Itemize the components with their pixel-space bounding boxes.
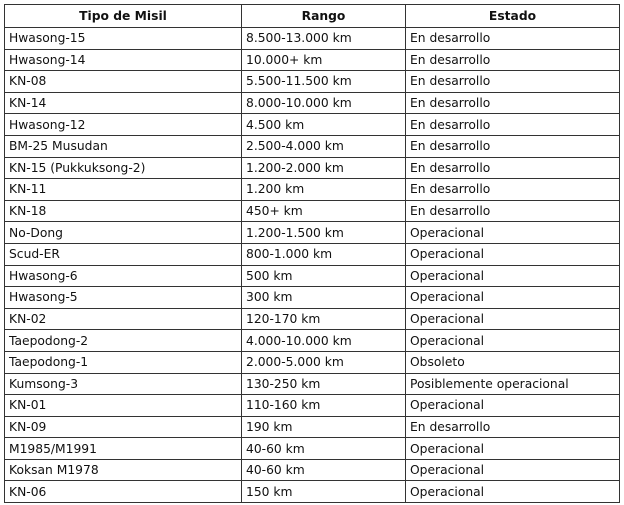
range-cell: 8.000-10.000 km — [242, 92, 406, 114]
table-row — [5, 200, 620, 222]
status-cell: En desarrollo — [406, 157, 620, 179]
table-row — [5, 459, 620, 481]
table-row — [5, 416, 620, 438]
range-cell: 8.500-13.000 km — [242, 28, 406, 50]
range-cell: 40-60 km — [242, 459, 406, 481]
missile-type-cell: KN-01 — [5, 395, 242, 417]
status-cell: En desarrollo — [406, 114, 620, 136]
missile-type-cell: KN-08 — [5, 71, 242, 93]
table-row — [5, 179, 620, 201]
range-cell: 110-160 km — [242, 395, 406, 417]
table-row — [5, 481, 620, 503]
table-row — [5, 71, 620, 93]
table-row — [5, 49, 620, 71]
range-cell: 500 km — [242, 265, 406, 287]
status-cell: En desarrollo — [406, 49, 620, 71]
header-row — [5, 5, 620, 28]
missile-type-cell: Scud-ER — [5, 243, 242, 265]
missile-type-cell: KN-18 — [5, 200, 242, 222]
status-cell: Operacional — [406, 330, 620, 352]
table-row — [5, 243, 620, 265]
status-cell: En desarrollo — [406, 28, 620, 50]
table-row — [5, 395, 620, 417]
header-estado: Estado — [406, 5, 620, 28]
missile-type-cell: Kumsong-3 — [5, 373, 242, 395]
missile-type-cell: No-Dong — [5, 222, 242, 244]
missile-type-cell: Taepodong-2 — [5, 330, 242, 352]
range-cell: 2.000-5.000 km — [242, 351, 406, 373]
status-cell: En desarrollo — [406, 71, 620, 93]
status-cell: Operacional — [406, 222, 620, 244]
missile-type-cell: M1985/M1991 — [5, 438, 242, 460]
range-cell: 1.200-2.000 km — [242, 157, 406, 179]
table-row — [5, 114, 620, 136]
missile-type-cell: KN-15 (Pukkuksong-2) — [5, 157, 242, 179]
range-cell: 190 km — [242, 416, 406, 438]
table-row — [5, 373, 620, 395]
range-cell: 10.000+ km — [242, 49, 406, 71]
missile-type-cell: BM-25 Musudan — [5, 135, 242, 157]
range-cell: 150 km — [242, 481, 406, 503]
range-cell: 40-60 km — [242, 438, 406, 460]
missile-type-cell: Koksan M1978 — [5, 459, 242, 481]
range-cell: 300 km — [242, 287, 406, 309]
table-row — [5, 222, 620, 244]
table-body — [5, 28, 620, 503]
table-row — [5, 351, 620, 373]
table-row — [5, 157, 620, 179]
range-cell: 5.500-11.500 km — [242, 71, 406, 93]
table-row — [5, 135, 620, 157]
missile-type-cell: KN-02 — [5, 308, 242, 330]
missile-table — [4, 4, 620, 503]
header-rango: Rango — [242, 5, 406, 28]
missile-type-cell: KN-09 — [5, 416, 242, 438]
range-cell: 800-1.000 km — [242, 243, 406, 265]
header-tipo: Tipo de Misil — [5, 5, 242, 28]
status-cell: En desarrollo — [406, 135, 620, 157]
status-cell: Operacional — [406, 243, 620, 265]
table-row — [5, 92, 620, 114]
missile-type-cell: Hwasong-6 — [5, 265, 242, 287]
range-cell: 1.200 km — [242, 179, 406, 201]
status-cell: Obsoleto — [406, 351, 620, 373]
missile-type-cell: Hwasong-14 — [5, 49, 242, 71]
status-cell: En desarrollo — [406, 92, 620, 114]
status-cell: Posiblemente operacional — [406, 373, 620, 395]
status-cell: Operacional — [406, 395, 620, 417]
status-cell: Operacional — [406, 481, 620, 503]
table-row — [5, 330, 620, 352]
status-cell: Operacional — [406, 287, 620, 309]
missile-type-cell: KN-06 — [5, 481, 242, 503]
range-cell: 2.500-4.000 km — [242, 135, 406, 157]
table-row — [5, 265, 620, 287]
table-row — [5, 438, 620, 460]
table-row — [5, 28, 620, 50]
missile-type-cell: Taepodong-1 — [5, 351, 242, 373]
range-cell: 120-170 km — [242, 308, 406, 330]
missile-type-cell: KN-11 — [5, 179, 242, 201]
range-cell: 4.500 km — [242, 114, 406, 136]
status-cell: En desarrollo — [406, 179, 620, 201]
status-cell: Operacional — [406, 459, 620, 481]
range-cell: 450+ km — [242, 200, 406, 222]
range-cell: 1.200-1.500 km — [242, 222, 406, 244]
missile-type-cell: Hwasong-12 — [5, 114, 242, 136]
missile-type-cell: KN-14 — [5, 92, 242, 114]
status-cell: En desarrollo — [406, 416, 620, 438]
missile-type-cell: Hwasong-5 — [5, 287, 242, 309]
status-cell: Operacional — [406, 265, 620, 287]
status-cell: En desarrollo — [406, 200, 620, 222]
missile-type-cell: Hwasong-15 — [5, 28, 242, 50]
status-cell: Operacional — [406, 438, 620, 460]
table-row — [5, 308, 620, 330]
range-cell: 130-250 km — [242, 373, 406, 395]
status-cell: Operacional — [406, 308, 620, 330]
range-cell: 4.000-10.000 km — [242, 330, 406, 352]
table-row — [5, 287, 620, 309]
